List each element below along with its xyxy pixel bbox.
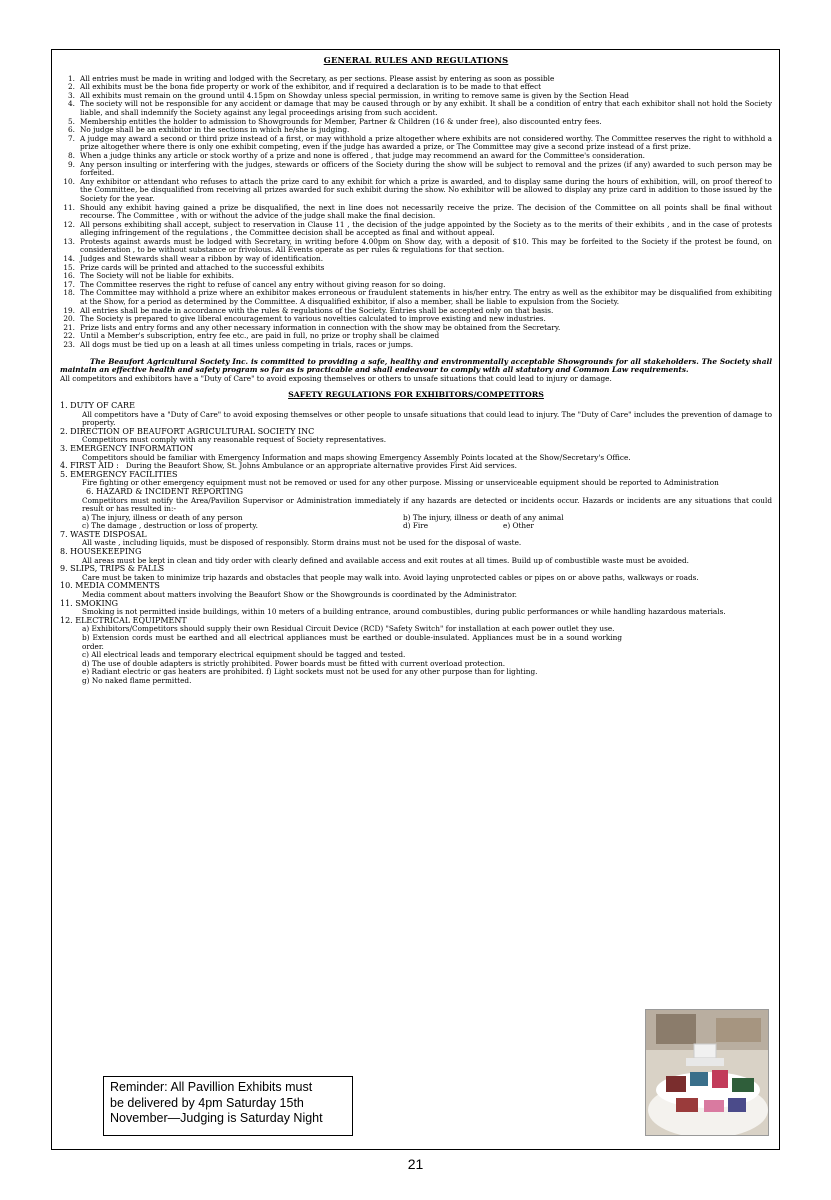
rule-text: Any exhibitor or attendant who refuses to attach the prize card to any exhibit for which a prize is awarded, and to display same during the hours of exhibition, will, on proof thereof to the Committee, be disqualified from receiving all prizes awarded for such exhibit during the show. No exhibitor will be allowed to display any prize card in addition to those issued by the Society for the year. (80, 176, 772, 203)
rule-text: All persons exhibiting shall accept, subject to reservation in Clause 11 , the decision of the judge appointed by the Society as to the merits of their exhibits , and in the case of protests alleging infringement of the regulations , the Committee decision shall be accepted as final and without appeal. (80, 219, 772, 238)
section-body: Media comment about matters involving the Beaufort Show or the Showgrounds is coordinated by the Administrator. (82, 590, 517, 600)
rule-number: 3. (68, 90, 75, 100)
rule-number: 19. (63, 305, 75, 315)
rule-text: All exhibits must remain on the ground until 4.15pm on Showday unless special permission, in writing to remove same is given by the Section Head (80, 90, 629, 100)
section-body: Competitors must comply with any reasonable request of Society representatives. (82, 435, 387, 445)
section-heading: 8. HOUSEKEEPING (60, 547, 142, 557)
safety-title: SAFETY REGULATIONS FOR EXHIBITORS/COMPETITORS (288, 390, 544, 400)
hazard-item: e) Other (503, 521, 534, 531)
section-body: All waste , including liquids, must be disposed of responsibly. Storm drains must not be used for the disposal of waste. (82, 538, 522, 548)
rule-number: 14. (63, 254, 75, 264)
rule-number: 21. (63, 322, 75, 332)
hazard-item: d) Fire (403, 521, 429, 531)
rule-number: 23. (63, 340, 75, 349)
duty-of-care-line: All competitors and exhibitors have a "Duty of Care" to avoid exposing themselves or others to unsafe situations that could lead to injury or damage. (60, 373, 612, 383)
rule-number: 16. (63, 271, 75, 281)
section-body: All areas must be kept in clean and tidy order with clearly defined and available access and exit routes at all times. Build up of combustible waste must be avoided. (82, 555, 689, 565)
rule-text: When a judge thinks any article or stock worthy of a prize and none is offered , that judge may recommend an award for the Committee's consideration. (80, 150, 645, 160)
rule-number: 7. (68, 133, 75, 143)
rule-number: 17. (63, 279, 75, 289)
section-heading: 3. EMERGENCY INFORMATION (60, 443, 194, 453)
rule-item (60, 178, 772, 204)
section-body: All competitors have a "Duty of Care" to avoid exposing themselves or other people to unsafe situations that could lead to injury. The "Duty of Care" includes the prevention of damage to property. (82, 409, 772, 428)
rule-text: Prize lists and entry forms and any other necessary information in connection with the show may be obtained from the Secretary. (80, 322, 561, 332)
section-body: During the Beaufort Show, St. Johns Ambulance or an appropriate alternative provides First Aid services. (125, 461, 517, 471)
pavilion-exhibits-photo (645, 1009, 769, 1136)
section-heading: 10. MEDIA COMMENTS (60, 581, 160, 591)
rule-number: 12. (63, 219, 75, 229)
hazard-item: c) The damage , destruction or loss of property. (82, 521, 258, 531)
rule-text: Protests against awards must be lodged with Secretary, in writing before 4.00pm on Show day, with a deposit of $10. This may be forfeited to the Society if the protest be found, on consideration , to be without substance or frivolous. All Events operate as per rules & regulations for that section. (80, 236, 772, 255)
page-frame (51, 49, 780, 1150)
rule-text: Until a Member's subscription, entry fee etc., are paid in full, no prize or trophy shall be claimed (80, 331, 440, 341)
rule-number: 13. (63, 236, 75, 246)
rule-item (60, 289, 772, 306)
rule-text: All entries shall be made in accordance with the rules & regulations of the Society. Entries shall be accepted only on that basis. (80, 305, 554, 315)
rule-item (60, 341, 772, 350)
rule-text: The society will not be responsible for any accident or damage that may be caused through or by any exhibit. It shall be a condition of entry that each exhibitor shall not hold the Society liable, and shall indemnify the Society against any legal proceedings arising from such accident. (80, 99, 772, 117)
rule-text: Any person insulting or interfering with the judges, stewards or officers of the Society during the show will be subject to removal and the prizes (if any) awarded to such person may be forfeited. (80, 159, 772, 178)
section-body: Competitors must notify the Area/Pavilion Supervisor or Administration immediately if any hazards are detected or incidents occur. Hazards or incidents are any situations that could result or has resulted in:- (82, 495, 772, 514)
section-heading: 2. DIRECTION OF BEAUFORT AGRICULTURAL SOCIETY INC (60, 426, 315, 436)
rule-number: 10. (63, 176, 75, 186)
reminder-line: Reminder: All Pavillion Exhibits must (110, 1080, 313, 1094)
section-heading: 1. DUTY OF CARE (60, 400, 135, 410)
rule-item (60, 135, 772, 152)
rule-text: Prize cards will be printed and attached to the successful exhibits (80, 262, 325, 272)
rule-text: All dogs must be tied up on a leash at all times unless competing in trials, races or jumps. (80, 340, 414, 349)
electrical-item: d) The use of double adapters is strictly prohibited. Power boards must be fitted with current overload protection. (82, 658, 506, 668)
rule-number: 15. (63, 262, 75, 272)
rule-number: 18. (63, 288, 75, 298)
rule-number: 4. (68, 99, 75, 109)
rule-number: 6. (68, 125, 75, 135)
rule-text: All exhibits must be the bona fide property or work of the exhibitor, and if required a declaration is to be made to that effect (80, 82, 542, 92)
electrical-item: b) Extension cords must be earthed and all electrical appliances must be earthed or double-insulated. Appliances must be in a sound working order. (82, 633, 622, 651)
reminder-line: be delivered by 4pm Saturday 15th (110, 1095, 304, 1110)
section-body: Care must be taken to minimize trip hazards and obstacles that people may walk into. Avoid laying unprotected cables or pipes on or above paths, walkways or roads. (82, 572, 699, 582)
rules-title: GENERAL RULES AND REGULATIONS (323, 55, 509, 65)
section-heading: 7. WASTE DISPOSAL (60, 529, 147, 539)
rule-text: All entries must be made in writing and lodged with the Secretary, as per sections. Please assist by entering as soon as possible (80, 73, 555, 83)
section-heading: 12. ELECTRICAL EQUIPMENT (60, 615, 187, 625)
rule-text: The Society is prepared to give liberal encouragement to various novelties calculated to improve existing and new industries. (80, 314, 546, 324)
section-heading: 11. SMOKING (60, 598, 119, 608)
page-number: 21 (407, 1156, 424, 1172)
section-heading: 6. HAZARD & INCIDENT REPORTING (86, 486, 244, 496)
commitment-statement: The Beaufort Agricultural Society Inc. is committed to providing a safe, healthy and environmentally acceptable Showgrounds for all stakeholders. The Society shall maintain an effective health and safety program so far as is practicable and shall endeavour to comply with all statutory and Common Law requirements. (60, 356, 772, 375)
rule-number: 20. (63, 314, 75, 324)
section-heading: 9. SLIPS, TRIPS & FALLS (60, 564, 165, 574)
rule-text: The Committee reserves the right to refuse of cancel any entry without giving reason for so doing. (80, 279, 446, 289)
rule-number: 8. (68, 150, 75, 160)
reminder-line: November—Judging is Saturday Night (110, 1111, 323, 1125)
section-body: Smoking is not permitted inside buildings, within 10 meters of a building entrance, around combustibles, during public performances or while handling hazardous materials. (82, 607, 726, 617)
rule-number: 1. (68, 73, 75, 83)
rule-text: Judges and Stewards shall wear a ribbon by way of identification. (80, 254, 324, 264)
rule-number: 2. (68, 82, 75, 92)
document-content (60, 54, 772, 686)
electrical-item: a) Exhibitors/Competitors should supply their own Residual Circuit Device (RCD) "Safety Switch" for installation at each power outlet they use. (82, 624, 615, 634)
section-heading: 5. EMERGENCY FACILITIES (60, 469, 178, 479)
electrical-item: g) No naked flame permitted. (82, 675, 192, 685)
electrical-item: c) All electrical leads and temporary electrical equipment should be tagged and tested. (82, 650, 406, 660)
rule-text: A judge may award a second or third prize instead of a first, or may withhold a prize altogether where exhibits are not considered worthy. The Committee reserves the right to withhold a prize altogether where there is only one exhibit competing, even if the judge has awarded a prize, or The Committee may give a second prize instead of a first prize. (80, 133, 772, 152)
rule-number: 9. (68, 159, 75, 169)
electrical-list (60, 625, 772, 685)
section-body: Fire fighting or other emergency equipment must not be removed or used for any other purpose. Missing or unserviceable equipment should be reported to Administration (82, 478, 719, 488)
rule-item (60, 238, 772, 255)
hazard-item: b) The injury, illness or death of any animal (403, 512, 564, 522)
rule-text: The Committee may withhold a prize where an exhibitor makes erroneous or fraudulent statements in his/her entry. The entry as well as the exhibitor may be disqualified from exhibiting at the Show, for a period as determined by the Committee. A disqualified exhibitor, if also a member, shall be liable to expulsion from the Society. (80, 288, 772, 307)
section-body: Competitors should be familiar with Emergency Information and maps showing Emergency Assembly Points located at the Show/Secretary's Office. (82, 452, 631, 462)
rule-item (60, 221, 772, 238)
reminder-box (103, 1076, 353, 1136)
section-heading: 4. FIRST AID : (60, 461, 119, 471)
rule-text: The Society will not be liable for exhibits. (80, 271, 234, 281)
electrical-item: e) Radiant electric or gas heaters are prohibited. f) Light sockets must not be used for any other purpose than for lighting. (82, 667, 538, 677)
hazard-item: a) The injury, illness or death of any person (82, 512, 243, 522)
rules-list (60, 75, 772, 350)
rule-item (60, 161, 772, 178)
rule-number: 5. (68, 116, 75, 126)
rule-number: 22. (63, 331, 75, 341)
rule-text: Membership entitles the holder to admission to Showgrounds for Member, Partner & Children (16 & under free), also discounted entry fees. (80, 116, 602, 126)
hazard-list-row (60, 522, 772, 531)
rule-item (60, 204, 772, 221)
rule-text: Should any exhibit having gained a prize be disqualified, the next in line does not necessarily receive the prize. The decision of the Committee on all points shall be final without recourse. The Committee , with or without the advice of the judge shall make the final decision. (80, 202, 772, 221)
rule-text: No judge shall be an exhibitor in the sections in which he/she is judging. (80, 125, 350, 135)
rule-number: 11. (63, 202, 75, 212)
pavilion-photo-illustration (646, 1010, 768, 1135)
rule-item (60, 100, 772, 117)
